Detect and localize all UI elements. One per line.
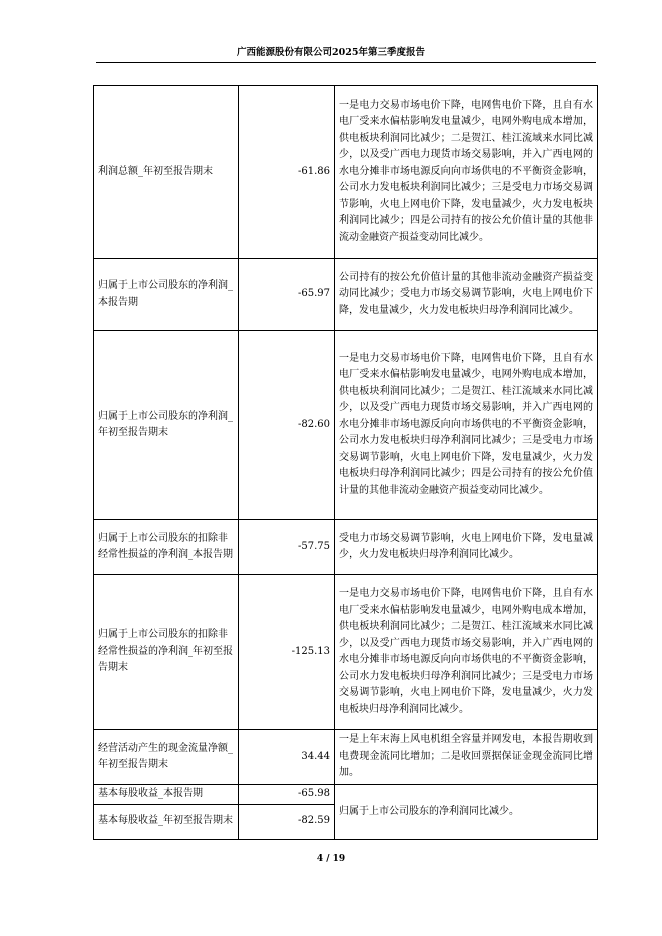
reason-cell: 一是上年末海上风电机组全容量并网发电，本报告期收到电费现金流同比增加；二是收回票据保证金现金流同比增加。 xyxy=(335,730,598,785)
table-row xyxy=(94,785,598,805)
page-header-title: 广西能源股份有限公司2025年第三季度报告 xyxy=(237,47,425,58)
item-cell: 归属于上市公司股东的净利润_年初至报告期末 xyxy=(94,331,239,520)
reason-cell: 受电力市场交易调节影响，火电上网电价下降，发电量减少，火力发电板块归母净利润同比减少。 xyxy=(335,520,598,575)
change-ratio-cell: -61.86 xyxy=(239,86,335,259)
change-reason-table xyxy=(93,85,598,840)
table-row xyxy=(94,86,598,259)
change-ratio-cell: 34.44 xyxy=(239,730,335,785)
change-ratio-cell: -57.75 xyxy=(239,520,335,575)
table-row xyxy=(94,331,598,520)
item-cell: 经营活动产生的现金流量净额_年初至报告期末 xyxy=(94,730,239,785)
table-row xyxy=(94,730,598,785)
change-ratio-cell: -82.59 xyxy=(239,804,335,839)
item-cell: 基本每股收益_年初至报告期末 xyxy=(94,804,239,839)
item-cell: 基本每股收益_本报告期 xyxy=(94,785,239,805)
reason-cell: 一是电力交易市场电价下降，电网售电价下降，且自有水电厂受来水偏枯影响发电量减少，电网外购电成本增加，供电板块利润同比减少；二是贺江、桂江流域来水同比减少，以及受广西电力现货市场交易影响，并入广西电网的水电分摊非市场电源反向向市场供电的不平衡资金影响，公司水力发电板块归母净利润同比减少；三是受电力市场交易调节影响，火电上网电价下降，发电量减少，火力发电板块归母净利润同比减少；四是公司持有的按公允价值计量的其他非流动金融资产损益变动同比减少。 xyxy=(335,331,598,520)
reason-cell: 公司持有的按公允价值计量的其他非流动金融资产损益变动同比减少；受电力市场交易调节影响，火电上网电价下降，发电量减少，火力发电板块归母净利润同比减少。 xyxy=(335,259,598,331)
item-cell: 归属于上市公司股东的扣除非经常性损益的净利润_本报告期 xyxy=(94,520,239,575)
table-row xyxy=(94,259,598,331)
item-cell: 利润总额_年初至报告期末 xyxy=(94,86,239,259)
header-divider xyxy=(96,62,596,63)
page-number: 4 / 19 xyxy=(316,854,346,864)
reason-cell: 一是电力交易市场电价下降，电网售电价下降，且自有水电厂受来水偏枯影响发电量减少，电网外购电成本增加，供电板块利润同比减少；二是贺江、桂江流域来水同比减少，以及受广西电力现货市场交易影响，并入广西电网的水电分摊非市场电源反向向市场供电的不平衡资金影响，公司水力发电板块利润同比减少；三是受电力市场交易调节影响，火电上网电价下降，发电量减少，火力发电板块利润同比减少；四是公司持有的按公允价值计量的其他非流动金融资产损益变动同比减少。 xyxy=(335,86,598,259)
change-ratio-cell: -65.98 xyxy=(239,785,335,805)
change-ratio-cell: -82.60 xyxy=(239,331,335,520)
change-ratio-cell: -65.97 xyxy=(239,259,335,331)
item-cell: 归属于上市公司股东的扣除非经常性损益的净利润_年初至报告期末 xyxy=(94,575,239,730)
reason-cell: 归属于上市公司股东的净利润同比减少。 xyxy=(335,785,598,840)
change-ratio-cell: -125.13 xyxy=(239,575,335,730)
reason-cell: 一是电力交易市场电价下降，电网售电价下降，且自有水电厂受来水偏枯影响发电量减少，电网外购电成本增加，供电板块利润同比减少；二是贺江、桂江流域来水同比减少，以及受广西电力现货市场交易影响，并入广西电网的水电分摊非市场电源反向向市场供电的不平衡资金影响，公司水力发电板块归母净利润同比减少；三是受电力市场交易调节影响，火电上网电价下降，发电量减少，火力发电板块归母净利润同比减少。 xyxy=(335,575,598,730)
table-row xyxy=(94,520,598,575)
item-cell: 归属于上市公司股东的净利润_本报告期 xyxy=(94,259,239,331)
table-row xyxy=(94,575,598,730)
